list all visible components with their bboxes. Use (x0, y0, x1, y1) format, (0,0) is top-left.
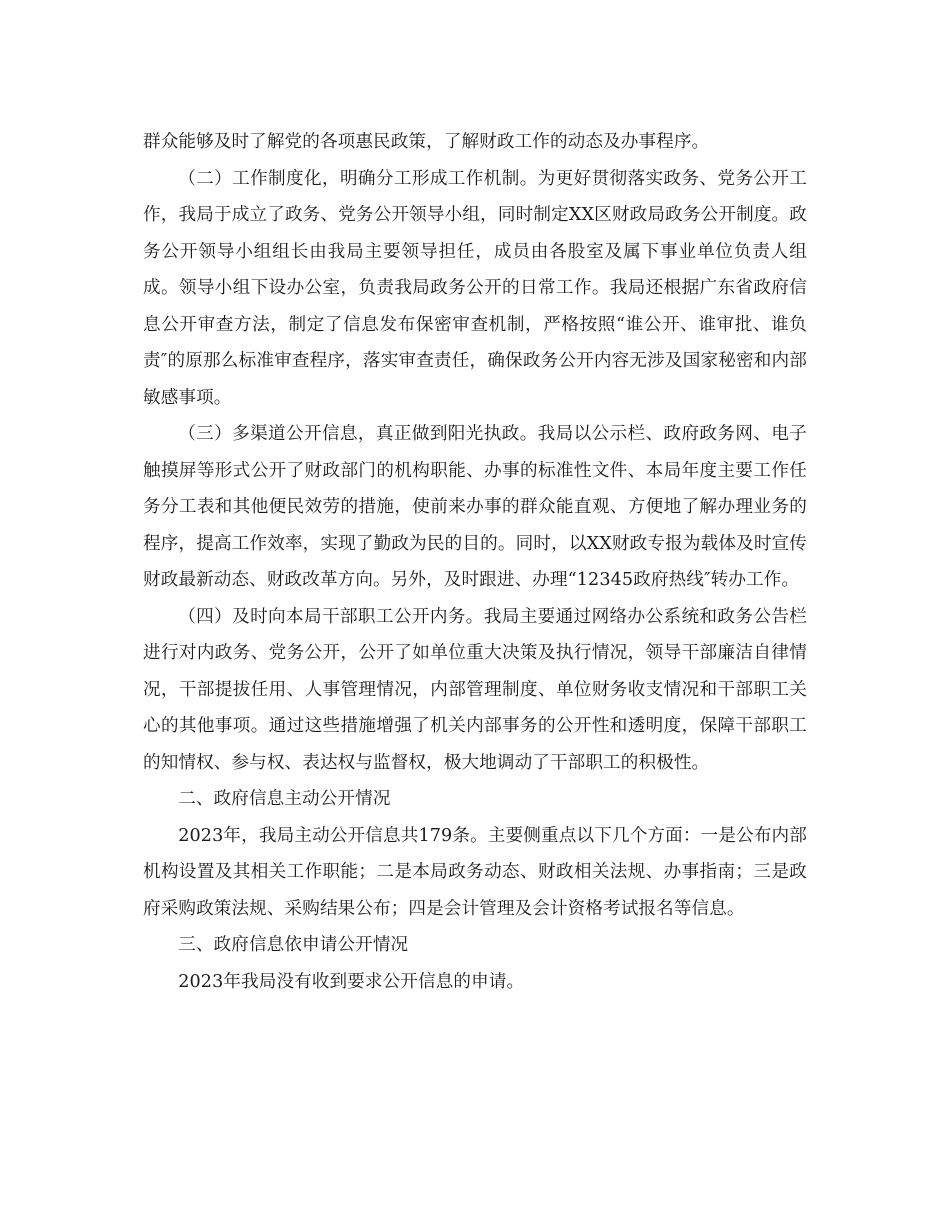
paragraph-proactive-disclosure: 2023年，我局主动公开信息共179条。主要侧重点以下几个方面：一是公布内部机构设置及其相关工作职能；二是本局政务动态、财政相关法规、办事指南；三是政府采购政策法规、采购结果公布；四是会计管理及会计资格考试报名等信息。 (143, 825, 807, 919)
paragraph-request-disclosure: 2023年我局没有收到要求公开信息的申请。 (178, 971, 525, 992)
paragraph-internal-affairs: （四）及时向本局干部职工公开内务。我局主要通过网络办公系统和政务公告栏进行对内政务、党务公开，公开了如单位重大决策及执行情况，领导干部廉洁自律情况，干部提拔任用、人事管理情况，内部管理制度、单位财务收支情况和干部职工关心的其他事项。通过这些措施增强了机关内部事务的公开性和透明度，保障干部职工的知情权、参与权、表达权与监督权，极大地调动了干部职工的积极性。 (143, 606, 807, 773)
paragraph-multichannel-disclosure: （三）多渠道公开信息，真正做到阳光执政。我局以公示栏、政府政务网、电子触摸屏等形式公开了财政部门的机构职能、办事的标准性文件、本局年度主要工作任务分工表和其他便民效劳的措施，使前来办事的群众能直观、方便地了解办理业务的程序，提高工作效率，实现了勤政为民的目的。同时，以XX财政专报为载体及时宣传财政最新动态、财政改革方向。另外，及时跟进、办理“12345政府热线″转办工作。 (143, 424, 807, 590)
section-heading-request-disclosure: 三、政府信息依申请公开情况 (178, 935, 409, 955)
paragraph-work-institutionalization: （二）工作制度化，明确分工形成工作机制。为更好贯彻落实政务、党务公开工作，我局于成立了政务、党务公开领导小组，同时制定XX区财政局政务公开制度。政务公开领导小组组长由我局主要领导担任，成员由各股室及属下事业单位负责人组成。领导小组下设办公室，负责我局政务公开的日常工作。我局还根据广东省政府信息公开审查方法，制定了信息发布保密审查机制，严格按照“谁公开、谁审批、谁负责″的原那么标准审查程序，落实审查责任，确保政务公开内容无涉及国家秘密和内部敏感事项。 (143, 168, 807, 408)
document-body (143, 124, 807, 1000)
paragraph-continuation: 群众能够及时了解党的各项惠民政策，了解财政工作的动态及办事程序。 (143, 132, 710, 152)
section-heading-proactive-disclosure: 二、政府信息主动公开情况 (178, 789, 391, 809)
